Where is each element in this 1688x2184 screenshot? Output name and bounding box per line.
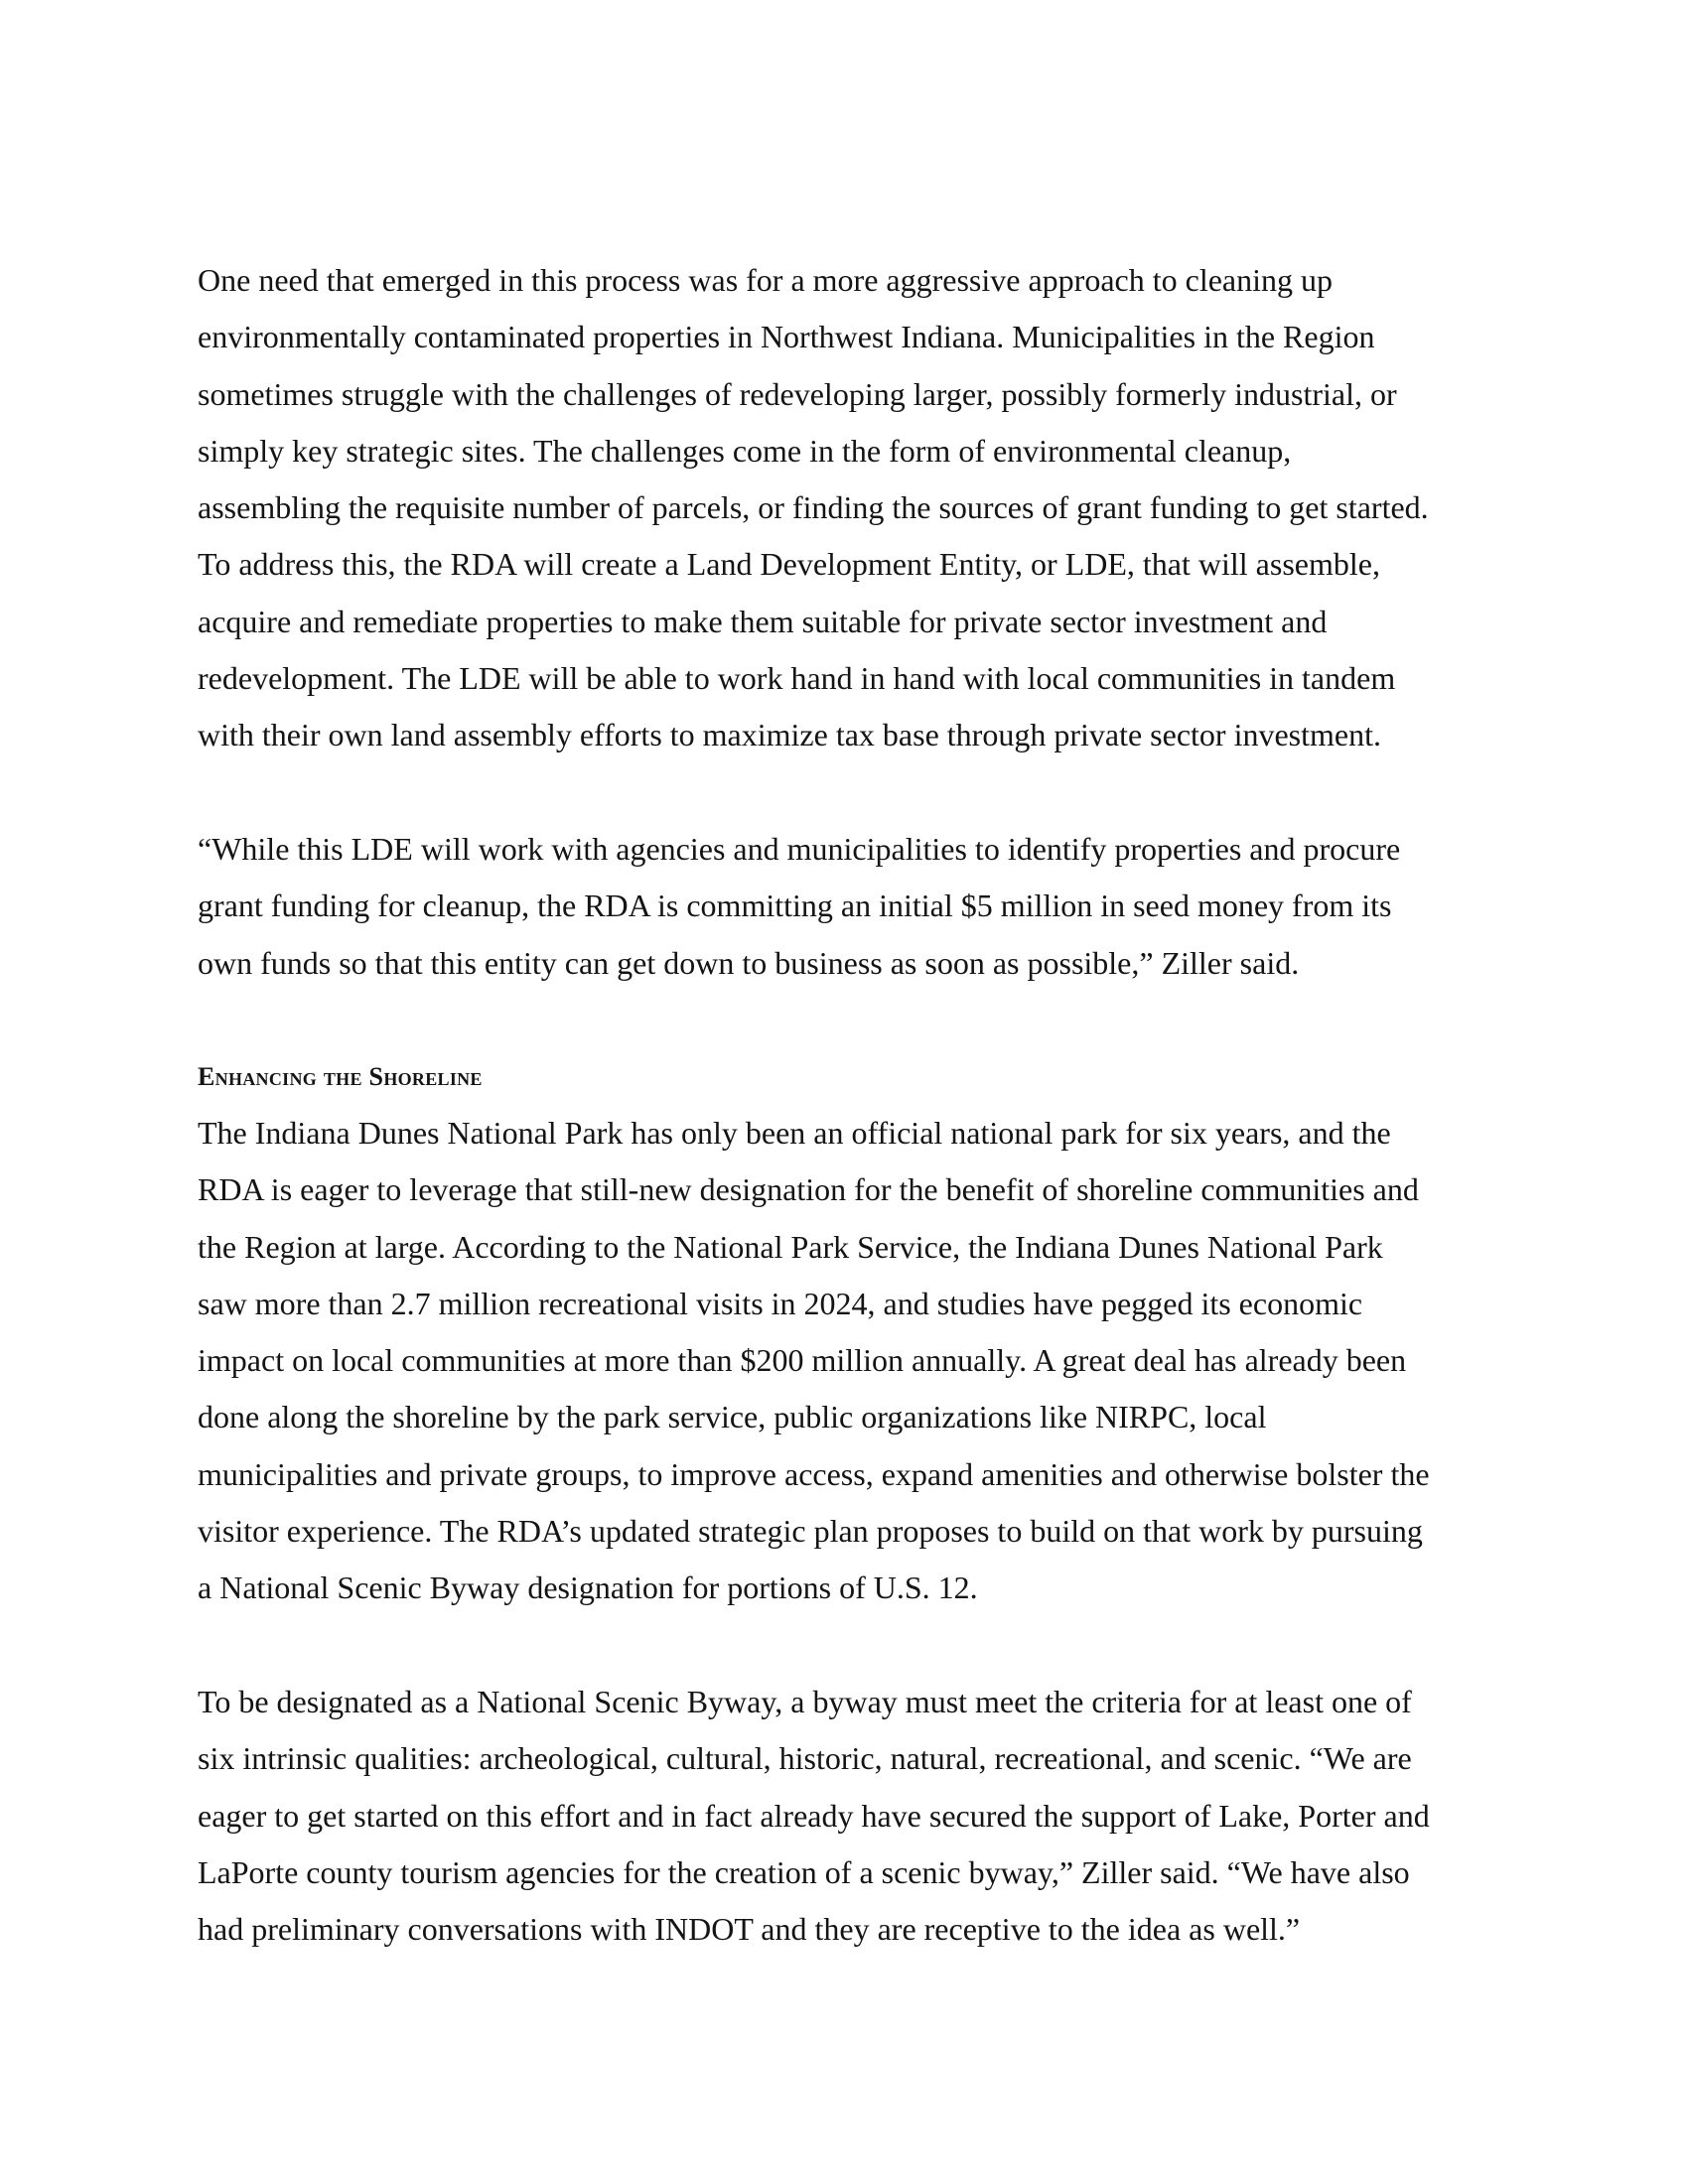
paragraph-scenic-byway bbox=[198, 1674, 1490, 1958]
paragraph-line: simply key strategic sites. The challenges come in the form of environmental cleanup, bbox=[198, 432, 1292, 469]
paragraph-line: visitor experience. The RDA’s updated strategic plan proposes to build on that work by pursuing bbox=[198, 1513, 1423, 1550]
paragraph-line: LaPorte county tourism agencies for the creation of a scenic byway,” Ziller said. “We have also bbox=[198, 1853, 1410, 1890]
paragraph-line: a National Scenic Byway designation for portions of U.S. 12. bbox=[198, 1570, 978, 1606]
paragraph-line: environmentally contaminated properties in Northwest Indiana. Municipalities in the Region bbox=[198, 319, 1375, 355]
paragraph-line: done along the shoreline by the park service, public organizations like NIRPC, local bbox=[198, 1399, 1267, 1435]
paragraph-line: had preliminary conversations with INDOT and they are receptive to the idea as well.” bbox=[198, 1911, 1301, 1948]
paragraph-line: One need that emerged in this process was for a more aggressive approach to cleaning up bbox=[198, 262, 1334, 298]
paragraph-line: the Region at large. According to the National Park Service, the Indiana Dunes National Park bbox=[198, 1228, 1383, 1265]
paragraph-line: sometimes struggle with the challenges of redeveloping larger, possibly formerly industrial, or bbox=[198, 375, 1397, 412]
paragraph-line: The Indiana Dunes National Park has only been an official national park for six years, and the bbox=[198, 1115, 1391, 1151]
paragraph-line: redevelopment. The LDE will be able to work hand in hand with local communities in tandem bbox=[198, 660, 1396, 697]
paragraph-line: acquire and remediate properties to make them suitable for private sector investment and bbox=[198, 603, 1328, 639]
paragraph-line: To address this, the RDA will create a Land Development Entity, or LDE, that will assemble, bbox=[198, 546, 1380, 583]
paragraph-line: To be designated as a National Scenic Byway, a byway must meet the criteria for at least one of bbox=[198, 1684, 1412, 1719]
paragraph-line: RDA is eager to leverage that still-new designation for the benefit of shoreline communities and bbox=[198, 1171, 1419, 1208]
paragraph-line: assembling the requisite number of parcels, or finding the sources of grant funding to get started. bbox=[198, 489, 1429, 526]
paragraph-ziller-quote-lde bbox=[198, 821, 1490, 992]
paragraph-line: saw more than 2.7 million recreational visits in 2024, and studies have pegged its economic bbox=[198, 1285, 1363, 1321]
paragraph-line: with their own land assembly efforts to maximize tax base through private sector investment. bbox=[198, 717, 1381, 753]
paragraph-dunes-national-park bbox=[198, 1105, 1490, 1617]
paragraph-line: “While this LDE will work with agencies and municipalities to identify properties and procure bbox=[198, 831, 1401, 867]
paragraph-line: grant funding for cleanup, the RDA is committing an initial $5 million in seed money from its bbox=[198, 887, 1392, 924]
section-heading: Enhancing the Shoreline bbox=[198, 1062, 483, 1091]
paragraph-line: impact on local communities at more than $200 million annually. A great deal has already been bbox=[198, 1342, 1407, 1379]
paragraph-line: municipalities and private groups, to improve access, expand amenities and otherwise bolster the bbox=[198, 1455, 1430, 1492]
paragraph-lde-need bbox=[198, 252, 1490, 764]
paragraph-line: eager to get started on this effort and in fact already have secured the support of Lake, Porter and bbox=[198, 1797, 1430, 1834]
paragraph-line: own funds so that this entity can get down to business as soon as possible,” Ziller said. bbox=[198, 944, 1300, 981]
paragraph-line: six intrinsic qualities: archeological, cultural, historic, natural, recreational, and scenic. “We are bbox=[198, 1740, 1412, 1777]
